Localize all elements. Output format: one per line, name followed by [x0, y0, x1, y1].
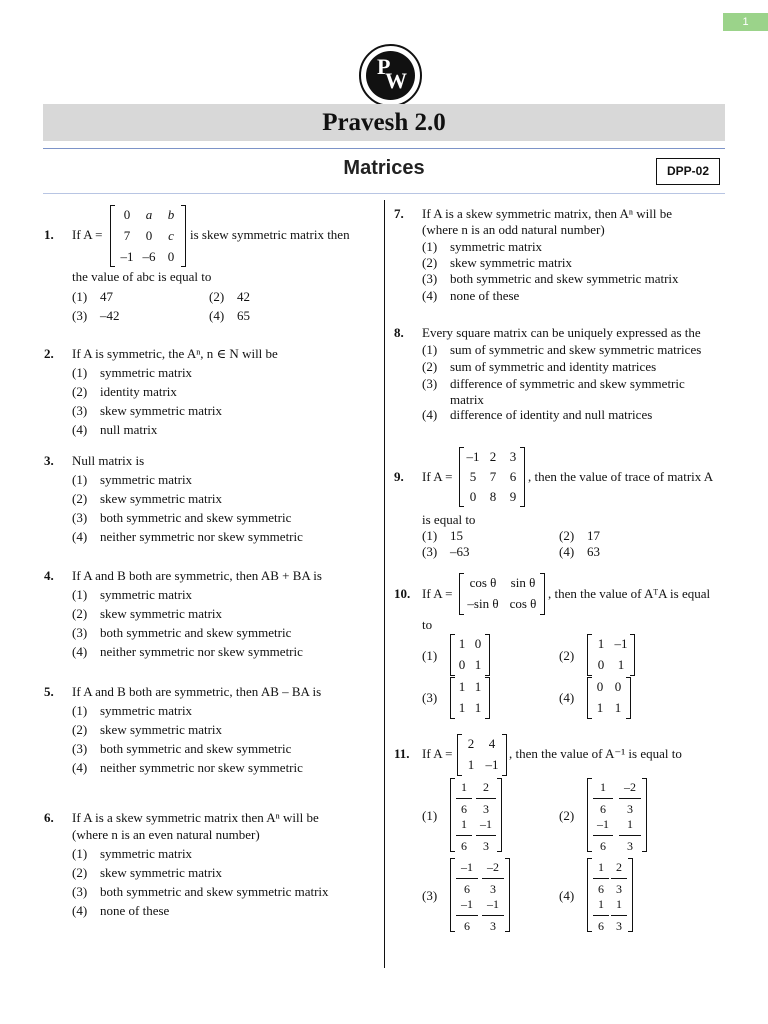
question-suffix: , then the value of AᵀA is equal	[548, 586, 711, 601]
option-1-matrix: 1 0 0 1	[450, 634, 490, 676]
option-3: (3) –42	[72, 308, 120, 323]
option-4: (4) 65	[209, 308, 250, 323]
question-9	[394, 449, 726, 567]
option-3-label: (3)	[422, 690, 438, 705]
option-4: (4) null matrix	[72, 422, 158, 437]
option-2: (2) skew symmetric matrix	[72, 722, 223, 737]
option-4: (4) neither symmetric nor skew symmetric	[72, 529, 303, 544]
question-8	[394, 323, 726, 423]
option-1: (1) symmetric matrix	[72, 472, 193, 487]
option-3-label: (3)	[422, 888, 438, 903]
question-number: 9.	[394, 469, 404, 484]
option-3: (3) both symmetric and skew symmetric	[72, 625, 292, 640]
option-1: (1) symmetric matrix	[72, 703, 193, 718]
option-2-matrix: 1 –1 0 1	[587, 634, 635, 676]
question-text-line2: (where n is an odd natural number)	[422, 222, 605, 237]
option-3: (3) difference of symmetric and skew symmetric	[422, 376, 685, 391]
question-matrix: 2 4 1 –1	[457, 734, 507, 776]
column-divider	[384, 200, 385, 968]
option-4-label: (4)	[559, 690, 575, 705]
question-text: If A is symmetric, the Aⁿ, n ∈ N will be	[72, 346, 278, 361]
option-3-matrix: –1 6 –2 3 –1 6 –1 3	[450, 858, 510, 932]
option-3: (3) –63	[422, 544, 470, 559]
question-number: 1.	[44, 227, 54, 242]
question-6	[44, 808, 380, 928]
option-2: (2) identity matrix	[72, 384, 177, 399]
option-1: (1) symmetric matrix	[72, 846, 193, 861]
question-matrix: cos θ sin θ –sin θ cos θ	[459, 573, 545, 615]
option-2-label: (2)	[559, 648, 575, 663]
question-suffix: , then the value of A⁻¹ is equal to	[509, 746, 682, 761]
option-2: (2) skew symmetric matrix	[72, 491, 223, 506]
question-text-line2: (where n is an even natural number)	[72, 827, 260, 842]
question-text: If A and B both are symmetric, then AB + BA is	[72, 568, 322, 583]
question-11	[394, 736, 726, 944]
question-text: If A is a skew symmetric matrix then Aⁿ will be	[72, 810, 319, 825]
question-number: 7.	[394, 206, 404, 221]
question-10	[394, 575, 726, 724]
question-prefix: If A =	[422, 469, 453, 484]
option-3: (3) both symmetric and skew symmetric matrix	[72, 884, 329, 899]
logo-letter-w: W	[385, 68, 407, 93]
question-suffix: is skew symmetric matrix then	[190, 227, 350, 242]
question-5	[44, 682, 374, 782]
option-3: (3) both symmetric and skew symmetric	[72, 510, 292, 525]
option-1: (1) 47	[72, 289, 113, 304]
question-number: 6.	[44, 810, 54, 825]
question-continuation: the value of abc is equal to	[72, 269, 212, 284]
question-number: 11.	[394, 746, 410, 761]
question-continuation: is equal to	[422, 512, 476, 527]
subject-heading: Matrices	[343, 157, 425, 179]
question-matrix: –1 2 3 5 7 6 0 8 9	[459, 447, 525, 507]
logo-letter-p: P	[377, 54, 391, 79]
option-1: (1) symmetric matrix	[422, 239, 543, 254]
question-1	[44, 207, 374, 345]
question-2	[44, 344, 374, 444]
option-4: (4) neither symmetric nor skew symmetric	[72, 760, 303, 775]
option-1: (1) sum of symmetric and skew symmetric matrices	[422, 342, 702, 357]
option-3: (3) both symmetric and skew symmetric matrix	[422, 271, 679, 286]
option-2-label: (2)	[559, 808, 575, 823]
page-number: 1	[723, 13, 768, 31]
option-4: (4) none of these	[72, 903, 170, 918]
question-matrix: 0 a b 7 0 c –1 –6 0	[110, 205, 186, 267]
question-text: Null matrix is	[72, 453, 145, 468]
option-4-label: (4)	[559, 888, 575, 903]
question-prefix: If A =	[422, 586, 453, 601]
pw-logo	[359, 44, 422, 107]
option-2: (2) skew symmetric matrix	[72, 865, 223, 880]
option-4-matrix: 1 6 2 3 1 6 1 3	[587, 858, 633, 932]
option-1-matrix: 1 6 2 3 1 6 –1 3	[450, 778, 502, 852]
question-text: If A and B both are symmetric, then AB – BA is	[72, 684, 322, 699]
option-4: (4) 63	[559, 544, 600, 559]
logo-mark	[366, 51, 415, 100]
option-4: (4) difference of identity and null matrices	[422, 407, 653, 422]
question-7	[394, 204, 726, 304]
option-1-label: (1)	[422, 808, 438, 823]
option-2: (2) skew symmetric matrix	[422, 255, 573, 270]
dpp-badge: DPP-02	[656, 158, 720, 185]
subject-divider	[43, 193, 725, 194]
question-number: 5.	[44, 684, 54, 699]
question-number: 8.	[394, 325, 404, 340]
document-title: Pravesh 2.0	[43, 104, 725, 141]
option-1-label: (1)	[422, 648, 438, 663]
option-1: (1) 15	[422, 528, 463, 543]
option-2: (2) 42	[209, 289, 250, 304]
option-3: (3) both symmetric and skew symmetric	[72, 741, 292, 756]
option-1: (1) symmetric matrix	[72, 365, 193, 380]
question-number: 3.	[44, 453, 54, 468]
option-2: (2) sum of symmetric and identity matrices	[422, 359, 657, 374]
option-2: (2) skew symmetric matrix	[72, 606, 223, 621]
question-prefix: If A =	[422, 746, 453, 761]
question-continuation: to	[422, 617, 433, 632]
question-3	[44, 451, 374, 551]
question-text: If A is a skew symmetric matrix, then Aⁿ will be	[422, 206, 672, 221]
question-text: Every square matrix can be uniquely expressed as the	[422, 325, 701, 340]
question-number: 2.	[44, 346, 54, 361]
question-number: 4.	[44, 568, 54, 583]
option-2-matrix: 1 6 –2 3 –1 6 1 3	[587, 778, 647, 852]
option-1: (1) symmetric matrix	[72, 587, 193, 602]
question-suffix: , then the value of trace of matrix A	[528, 469, 714, 484]
option-3-continuation: matrix	[450, 392, 484, 407]
question-number: 10.	[394, 586, 411, 601]
option-4-matrix: 0 0 1 1	[587, 677, 631, 719]
question-prefix: If A =	[72, 227, 103, 242]
option-4: (4) neither symmetric nor skew symmetric	[72, 644, 303, 659]
question-4	[44, 566, 374, 666]
option-2: (2) 17	[559, 528, 600, 543]
option-4: (4) none of these	[422, 288, 520, 303]
option-3: (3) skew symmetric matrix	[72, 403, 223, 418]
title-divider	[43, 148, 725, 149]
option-3-matrix: 1 1 1 1	[450, 677, 490, 719]
